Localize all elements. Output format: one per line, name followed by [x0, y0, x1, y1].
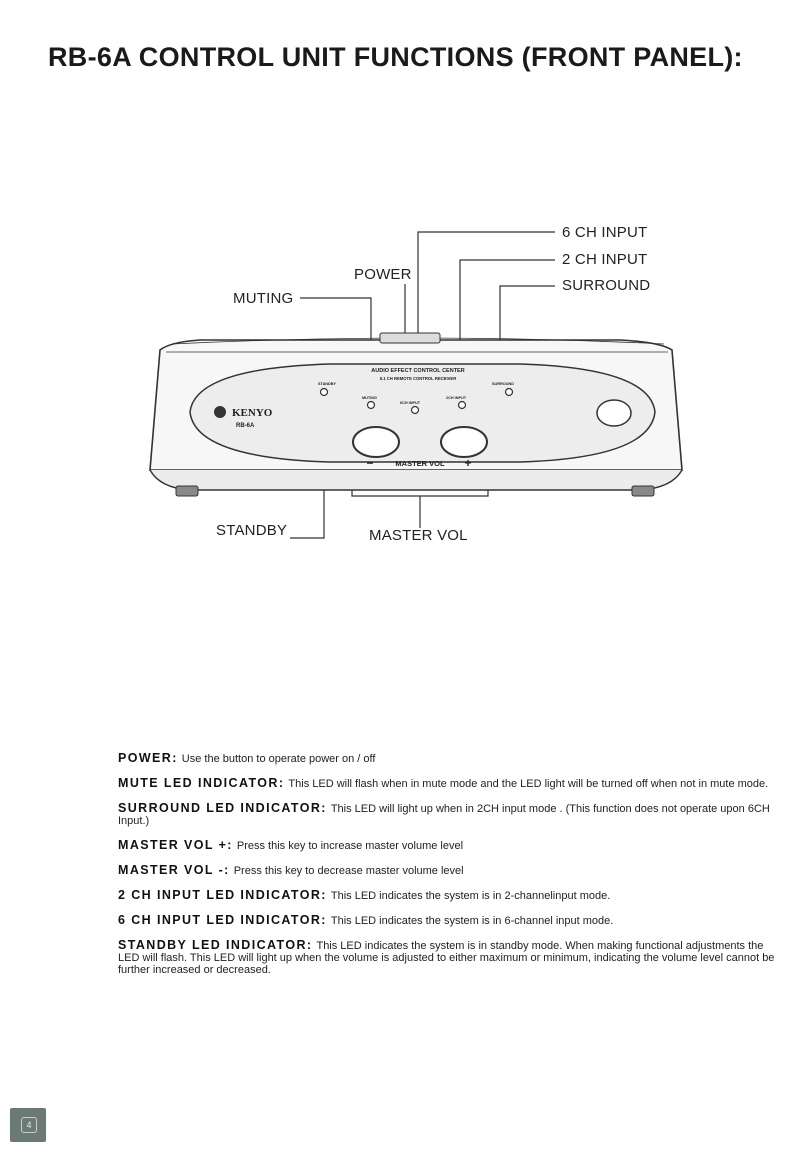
page-number: 4 [21, 1117, 37, 1133]
vol-label: MASTER VOL [395, 459, 445, 468]
page-number-badge [10, 1108, 46, 1142]
brand-label: KENYO [232, 407, 273, 419]
desc-master-vol-minus: MASTER VOL -: Press this key to decrease master volume level [118, 863, 464, 877]
callout-power: POWER [354, 266, 412, 283]
callout-6ch-input: 6 CH INPUT [562, 224, 648, 241]
callout-standby: STANDBY [216, 522, 288, 539]
desc-standby-led: STANDBY LED INDICATOR: This LED indicates the system is in standby mode. When making functional adjustments the LED will flash. This LED will light up when the volume is adjusted to either maximum or minimum, indicating the volume level cannot be further increased or decreased. [118, 938, 775, 976]
page-title: RB-6A CONTROL UNIT FUNCTIONS (FRONT PANEL): [48, 42, 743, 72]
callout-surround: SURROUND [562, 277, 651, 294]
desc-power: POWER: Use the button to operate power on / off [118, 751, 376, 765]
desc-surround-led: SURROUND LED INDICATOR: This LED will light up when in 2CH input mode . (This function does not operate upon 6CH Input.) [118, 801, 770, 827]
desc-2ch-led: 2 CH INPUT LED INDICATOR: This LED indicates the system is in 2-channelinput mode. [118, 888, 611, 902]
panel-line-2: 5.1 CH REMOTE CONTROL RECEIVER [379, 376, 457, 381]
callout-muting: MUTING [233, 290, 294, 307]
panel-line-1: AUDIO EFFECT CONTROL CENTER [371, 368, 465, 374]
desc-mute-led: MUTE LED INDICATOR: This LED will flash when in mute mode and the LED light will be turned off when not in mute mode. [118, 776, 769, 790]
model-label: RB-6A [236, 423, 255, 429]
led-label-6ch: 6CH INPUT [400, 401, 421, 405]
desc-master-vol-plus: MASTER VOL +: Press this key to increase master volume level [118, 838, 464, 852]
function-descriptions [118, 752, 778, 988]
vol-minus-label: − [366, 456, 374, 470]
led-label-surround: SURROUND [492, 382, 514, 386]
device-body [150, 333, 682, 496]
callout-2ch-input: 2 CH INPUT [562, 251, 648, 268]
led-label-standby: STANDBY [318, 382, 337, 386]
desc-6ch-led: 6 CH INPUT LED INDICATOR: This LED indicates the system is in 6-channel input mode. [118, 913, 614, 927]
vol-plus-label: + [464, 456, 472, 470]
led-label-2ch: 2CH INPUT [446, 396, 467, 400]
callout-master-vol: MASTER VOL [369, 527, 468, 544]
led-label-muting: MUTING [362, 396, 377, 400]
